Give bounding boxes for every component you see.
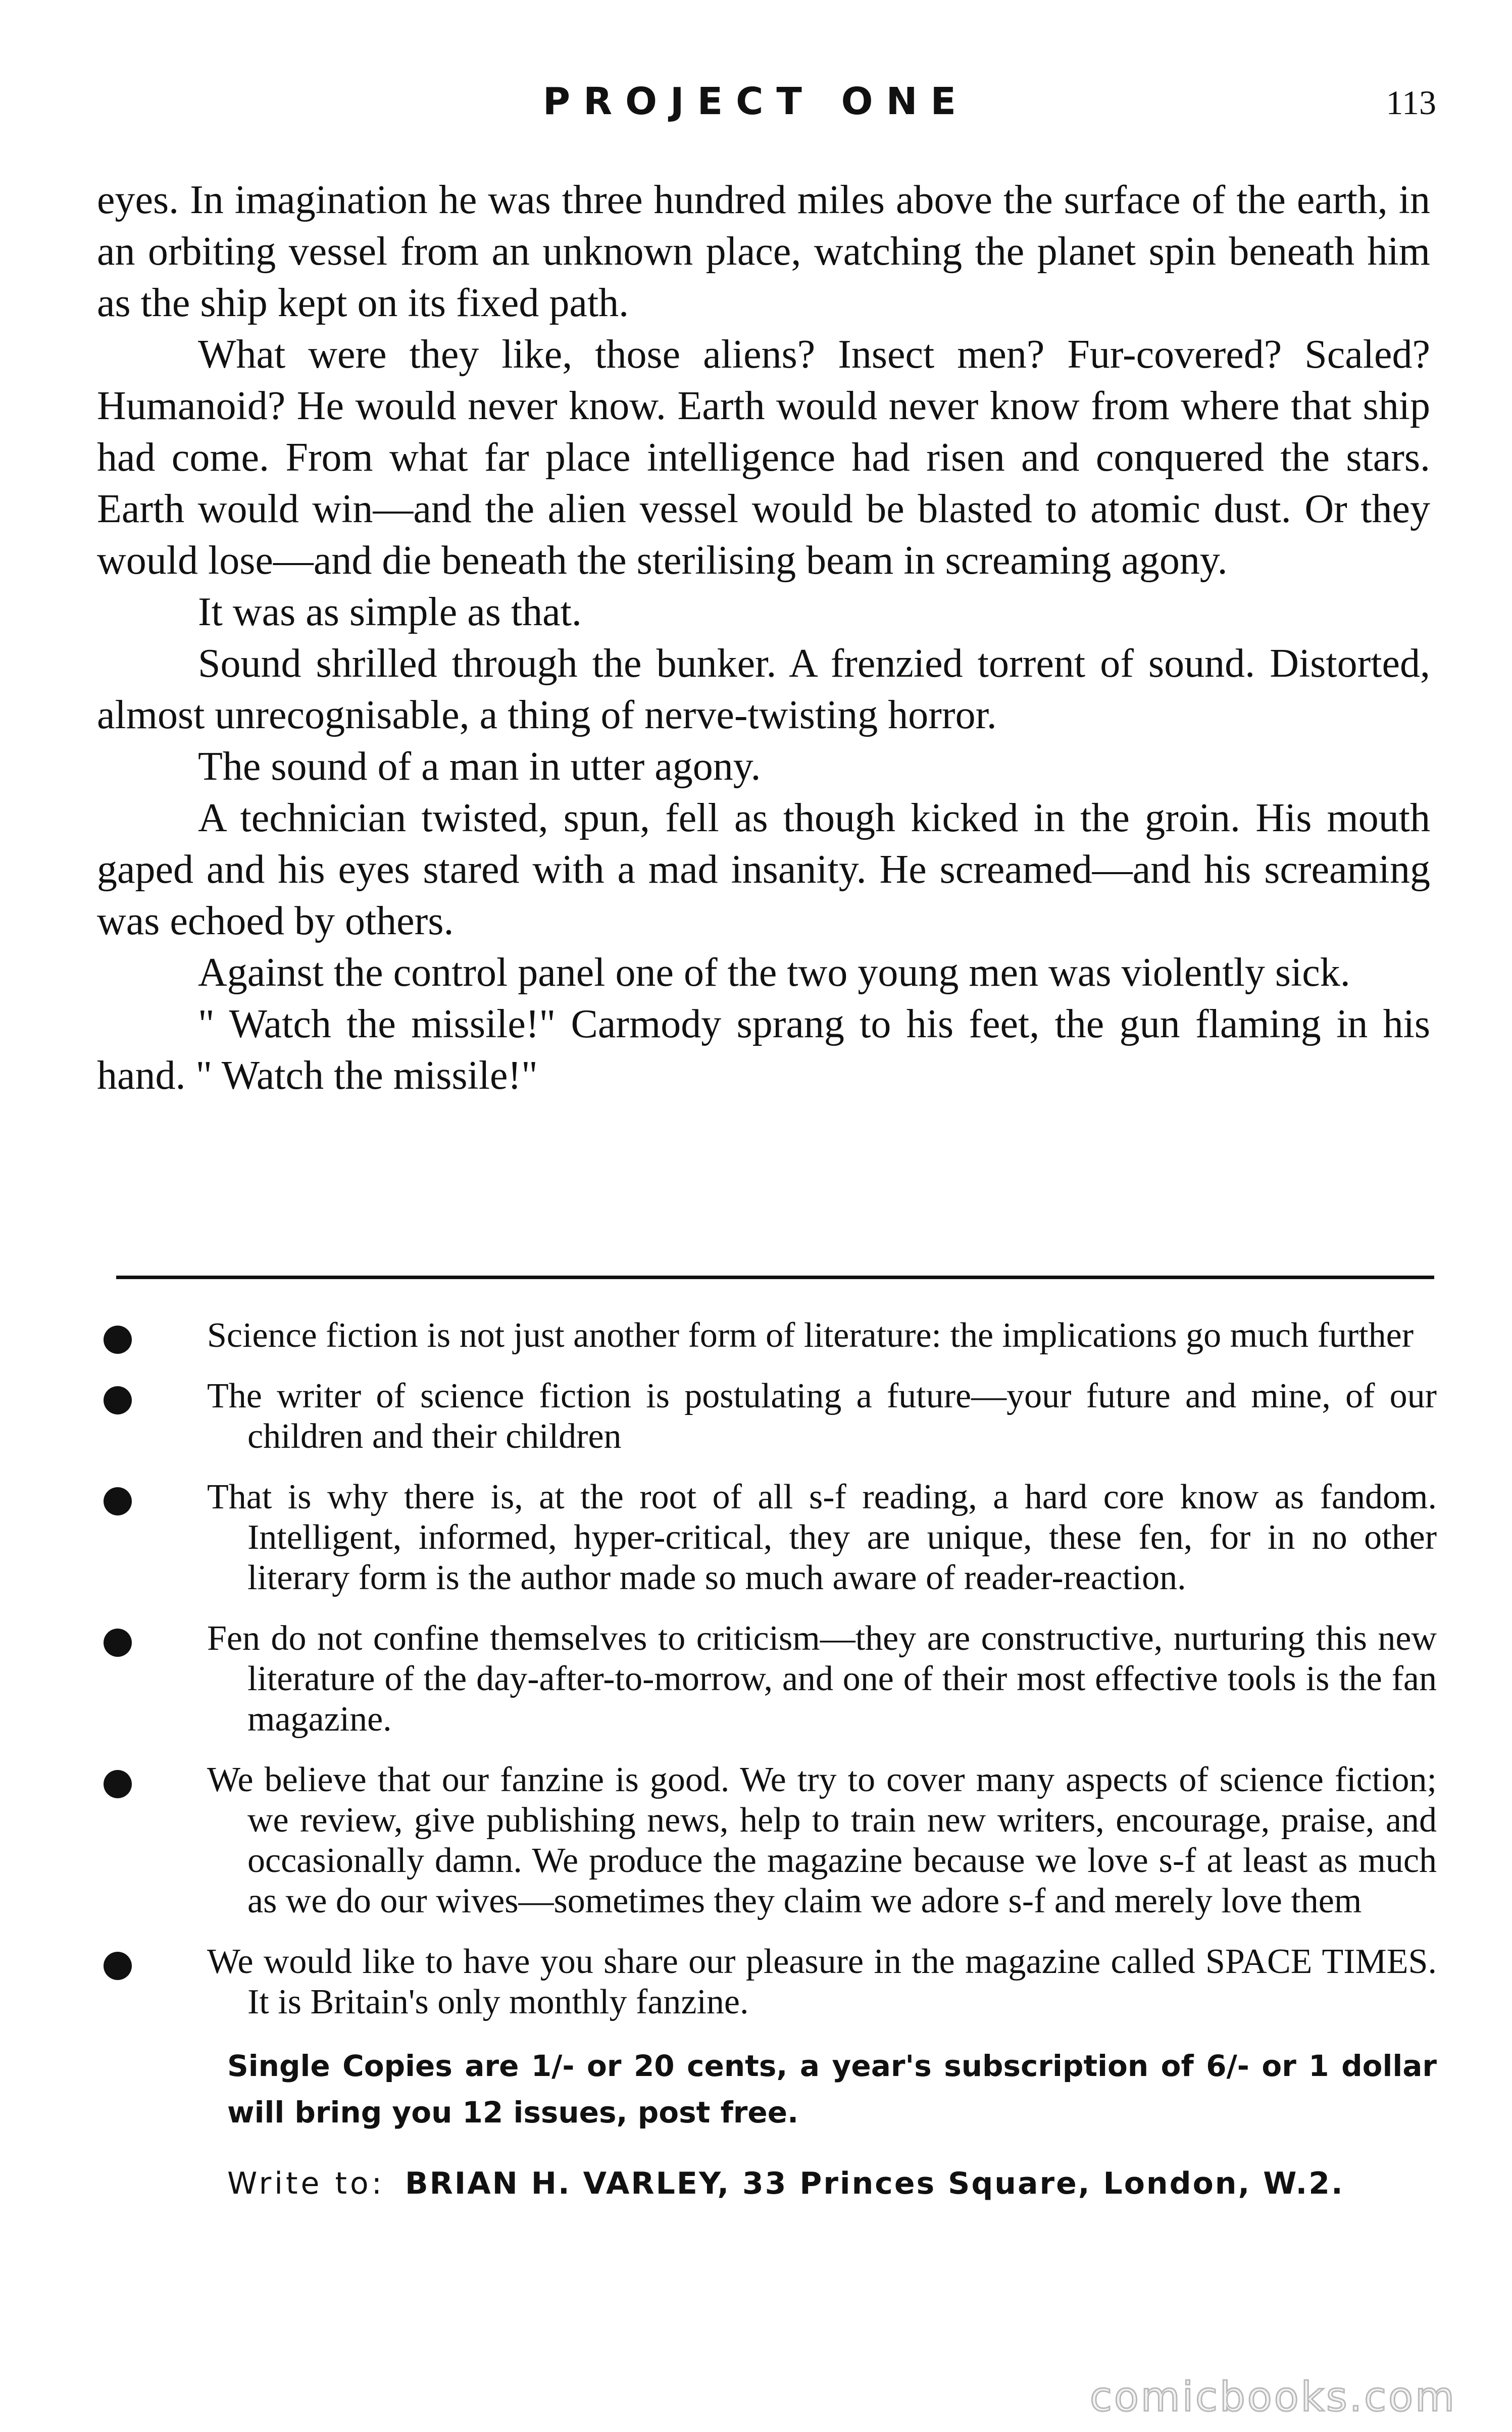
ad-bullet-text: The writer of science fiction is postulating a future—your future and mine, of our children and their children [207, 1377, 1437, 1456]
bullet-dot-icon [104, 1770, 132, 1798]
page-header [0, 80, 1512, 125]
story-paragraph: A technician twisted, spun, fell as though kicked in the groin. His mouth gaped and his eyes stared with a mad insanity. He screamed—and his screaming was echoed by others. [97, 796, 1430, 943]
bullet-dot-icon [104, 1629, 132, 1657]
ad-bullet-item [104, 1376, 1437, 1457]
mailing-address [104, 2166, 1437, 2201]
ad-bullet-text: We believe that our fanzine is good. We try to cover many aspects of science fiction; we review, give publishing news, help to train new writers, encourage, praise, and occasionally damn. We produce the magazine because we love s-f at least as much as we do our wives—sometimes they claim we adore s-f and merely love them [207, 1760, 1437, 1920]
ad-bullet-item [104, 1760, 1437, 1921]
subscription-info: Single Copies are 1/- or 20 cents, a year's subscription of 6/- or 1 dollar will bring you 12 issues, post free. [227, 2049, 1437, 2130]
ad-bullet-item [104, 1315, 1437, 1356]
story-paragraph: The sound of a man in utter agony. [198, 744, 761, 789]
fanzine-advertisement [104, 1315, 1437, 2201]
running-title: PROJECT ONE [542, 80, 970, 123]
bullet-dot-icon [104, 1487, 132, 1515]
story-text [97, 174, 1430, 1101]
ad-bullet-item [104, 1942, 1437, 2022]
bullet-dot-icon [104, 1952, 132, 1980]
site-watermark: comicbooks.com [1089, 2373, 1456, 2420]
story-paragraph: Against the control panel one of the two young men was violently sick. [198, 950, 1350, 995]
bullet-dot-icon [104, 1386, 132, 1414]
story-paragraph: " Watch the missile!" Carmody sprang to his feet, the gun flaming in his hand. " Watch the missile!" [97, 1002, 1430, 1098]
ad-bullet-text: We would like to have you share our pleasure in the magazine called SPACE TIMES. It is Britain's only monthly fanzine. [207, 1942, 1437, 2021]
write-to-address: BRIAN H. VARLEY, 33 Princes Square, London, W.2. [405, 2166, 1344, 2201]
ad-bullet-text: That is why there is, at the root of all s-f reading, a hard core know as fandom. Intelligent, informed, hyper-critical, they are unique, these fen, for in no other literary form is the author made so much aware of reader-reaction. [207, 1478, 1437, 1597]
ad-bullet-item [104, 1618, 1437, 1740]
ad-bullet-text: Science fiction is not just another form of literature: the implications go much further [207, 1316, 1414, 1355]
page-number: 113 [1386, 83, 1436, 122]
ad-bullet-item [104, 1477, 1437, 1598]
section-divider [116, 1276, 1434, 1279]
story-paragraph: Sound shrilled through the bunker. A frenzied torrent of sound. Distorted, almost unrecognisable, a thing of nerve-twisting horror. [97, 641, 1430, 737]
story-paragraph: eyes. In imagination he was three hundred miles above the surface of the earth, in an orbiting vessel from an unknown place, watching the planet spin beneath him as the ship kept on its fixed path. [97, 178, 1430, 325]
bullet-dot-icon [104, 1326, 132, 1354]
ad-bullet-text: Fen do not confine themselves to criticism—they are constructive, nurturing this new literature of the day-after-to-morrow, and one of their most effective tools is the fan magazine. [207, 1619, 1437, 1739]
story-paragraph: What were they like, those aliens? Insect men? Fur-covered? Scaled? Humanoid? He would never know. Earth would never know from where that ship had come. From what far place intelligence had risen and conquered the stars. Earth would win—and the alien vessel would be blasted to atomic dust. Or they would lose—and die beneath the sterilising beam in screaming agony. [97, 332, 1430, 583]
write-to-label: Write to: [227, 2166, 385, 2201]
story-paragraph: It was as simple as that. [198, 590, 582, 634]
